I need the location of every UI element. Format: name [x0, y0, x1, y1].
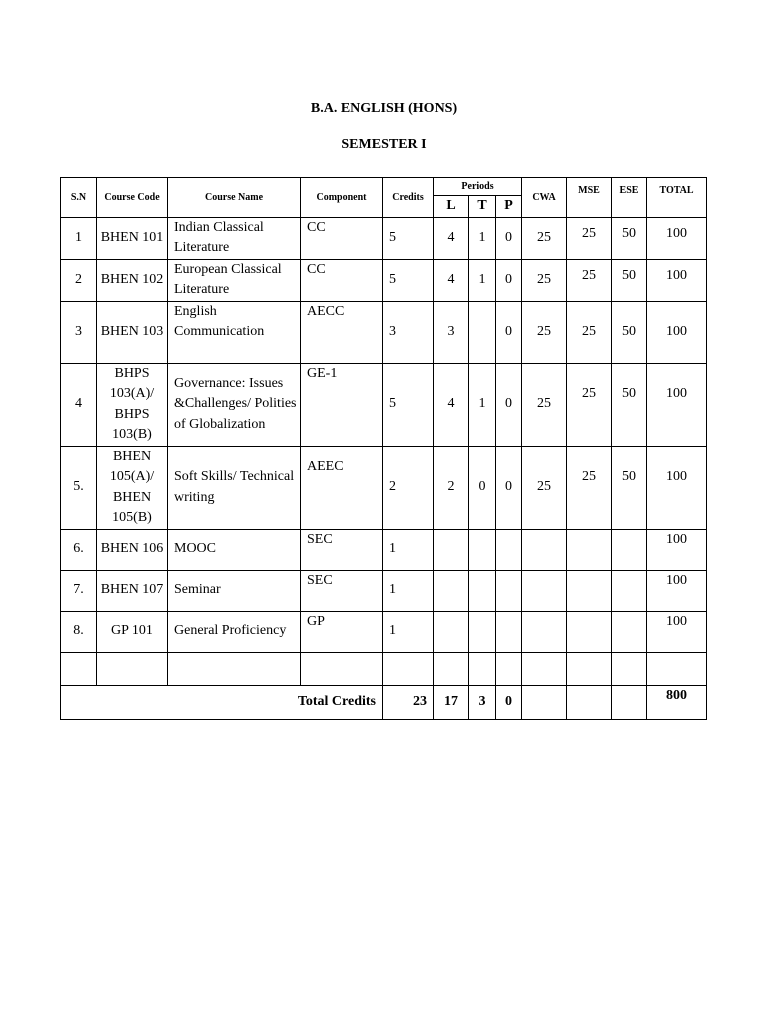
cell-cwa [522, 611, 567, 652]
cell-credits: 2 [383, 446, 434, 529]
table-row [61, 529, 707, 570]
cell-total: 100 [647, 529, 707, 570]
table-row [61, 259, 707, 301]
cell-name: General Proficiency [168, 611, 301, 652]
header-course-name: Course Name [168, 178, 301, 218]
cell-cwa: 25 [522, 301, 567, 363]
cell-mse: 25 [567, 301, 612, 363]
cell-name: MOOC [168, 529, 301, 570]
cell-credits: 1 [383, 570, 434, 611]
cell-cwa: 25 [522, 363, 567, 446]
cell-cwa: 25 [522, 217, 567, 259]
cell-p [496, 529, 522, 570]
cell-code: GP 101 [97, 611, 168, 652]
cell-component: AEEC [301, 446, 383, 529]
cell-p: 0 [496, 446, 522, 529]
cell-credits: 5 [383, 217, 434, 259]
blank-row [61, 652, 707, 685]
table-row [61, 217, 707, 259]
cell-sn: 3 [61, 301, 97, 363]
cell-l: 4 [434, 259, 469, 301]
cell-mse [567, 611, 612, 652]
cell-name: Indian Classical Literature [168, 217, 301, 259]
cell-t [469, 529, 496, 570]
total-p: 0 [496, 685, 522, 719]
table-row [61, 611, 707, 652]
cell-sn: 4 [61, 363, 97, 446]
document-title: B.A. ENGLISH (HONS) [310, 101, 458, 116]
cell-l: 2 [434, 446, 469, 529]
cell-name: Soft Skills/ Technical writing [168, 446, 301, 529]
header-l: L [434, 196, 469, 218]
cell-l [434, 611, 469, 652]
cell-cwa: 25 [522, 446, 567, 529]
cell-code: BHPS 103(A)/ BHPS 103(B) [97, 363, 168, 446]
cell-code: BHEN 105(A)/ BHEN 105(B) [97, 446, 168, 529]
cell-name: Seminar [168, 570, 301, 611]
cell-credits: 3 [383, 301, 434, 363]
total-t: 3 [469, 685, 496, 719]
cell-ese: 50 [612, 217, 647, 259]
cell-mse: 25 [567, 446, 612, 529]
cell-sn: 2 [61, 259, 97, 301]
cell-p: 0 [496, 217, 522, 259]
cell-component: GE-1 [301, 363, 383, 446]
cell-t: 1 [469, 217, 496, 259]
cell-l: 4 [434, 363, 469, 446]
cell-sn: 6. [61, 529, 97, 570]
cell-code: BHEN 103 [97, 301, 168, 363]
cell-mse [567, 570, 612, 611]
cell-t: 0 [469, 446, 496, 529]
header-t: T [469, 196, 496, 218]
cell-p: 0 [496, 259, 522, 301]
cell-code: BHEN 101 [97, 217, 168, 259]
cell-t [469, 570, 496, 611]
cell-ese [612, 529, 647, 570]
cell-ese: 50 [612, 301, 647, 363]
cell-ese: 50 [612, 259, 647, 301]
cell-l [434, 529, 469, 570]
cell-mse: 25 [567, 217, 612, 259]
semester-heading: SEMESTER I [341, 137, 427, 152]
cell-sn: 7. [61, 570, 97, 611]
cell-p: 0 [496, 301, 522, 363]
header-course-code: Course Code [97, 178, 168, 218]
cell-p: 0 [496, 363, 522, 446]
cell-component: AECC [301, 301, 383, 363]
table-row [61, 301, 707, 363]
cell-component: SEC [301, 529, 383, 570]
totals-row [61, 685, 707, 719]
cell-cwa [522, 529, 567, 570]
cell-code: BHEN 106 [97, 529, 168, 570]
cell-sn: 1 [61, 217, 97, 259]
cell-ese: 50 [612, 363, 647, 446]
cell-component: CC [301, 217, 383, 259]
cell-total: 100 [647, 446, 707, 529]
table-row [61, 446, 707, 529]
cell-total: 100 [647, 611, 707, 652]
cell-ese: 50 [612, 446, 647, 529]
cell-p [496, 570, 522, 611]
cell-total: 100 [647, 363, 707, 446]
cell-sn: 8. [61, 611, 97, 652]
cell-name: English Communication [168, 301, 301, 363]
cell-total: 100 [647, 217, 707, 259]
table-row [61, 570, 707, 611]
cell-cwa [522, 570, 567, 611]
cell-total: 100 [647, 301, 707, 363]
cell-credits: 1 [383, 611, 434, 652]
cell-mse [567, 529, 612, 570]
header-p: P [496, 196, 522, 218]
cell-code: BHEN 102 [97, 259, 168, 301]
cell-credits: 5 [383, 259, 434, 301]
cell-t: 1 [469, 259, 496, 301]
header-mse: MSE [567, 178, 612, 218]
header-sn: S.N [61, 178, 97, 218]
cell-component: SEC [301, 570, 383, 611]
cell-name: European Classical Literature [168, 259, 301, 301]
course-table [60, 177, 707, 720]
header-total: TOTAL [647, 178, 707, 218]
cell-mse: 25 [567, 259, 612, 301]
cell-ese [612, 611, 647, 652]
cell-mse: 25 [567, 363, 612, 446]
cell-l [434, 570, 469, 611]
header-ese: ESE [612, 178, 647, 218]
total-l: 17 [434, 685, 469, 719]
cell-cwa: 25 [522, 259, 567, 301]
table-row [61, 363, 707, 446]
header-periods: Periods [434, 178, 522, 196]
cell-total: 100 [647, 570, 707, 611]
cell-component: GP [301, 611, 383, 652]
cell-name: Governance: Issues &Challenges/ Polities of Globalization [168, 363, 301, 446]
cell-l: 4 [434, 217, 469, 259]
cell-credits: 5 [383, 363, 434, 446]
cell-sn: 5. [61, 446, 97, 529]
total-credits-label: Total Credits [61, 685, 383, 719]
header-credits: Credits [383, 178, 434, 218]
cell-t [469, 611, 496, 652]
cell-component: CC [301, 259, 383, 301]
cell-p [496, 611, 522, 652]
cell-credits: 1 [383, 529, 434, 570]
cell-t [469, 301, 496, 363]
cell-code: BHEN 107 [97, 570, 168, 611]
total-marks: 800 [647, 685, 707, 719]
cell-l: 3 [434, 301, 469, 363]
total-credits: 23 [383, 685, 434, 719]
cell-t: 1 [469, 363, 496, 446]
cell-ese [612, 570, 647, 611]
header-component: Component [301, 178, 383, 218]
cell-total: 100 [647, 259, 707, 301]
header-cwa: CWA [522, 178, 567, 218]
